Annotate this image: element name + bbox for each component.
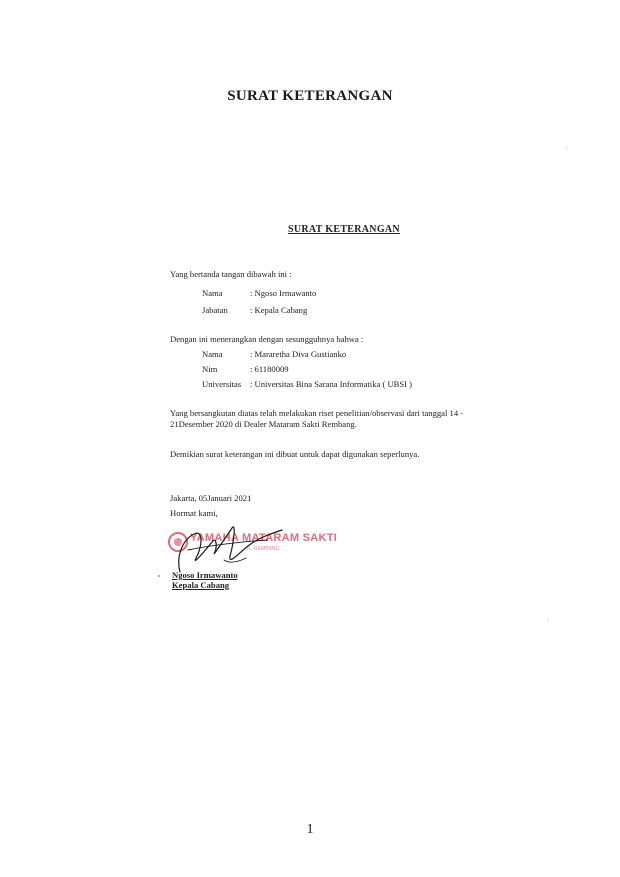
student-name-value: : Mararetha Diva Gustianko (250, 349, 347, 359)
student-nim-label: Nim (202, 364, 218, 374)
place-date: Jakarta, 05Januari 2021 (170, 493, 252, 503)
body-line-1: Yang bersangkutan diatas telah melakukan riset penelitian/observasi dari tanggal 14 - (170, 408, 464, 418)
page-number: 1 (306, 822, 314, 837)
signer-position-label: Jabatan (202, 305, 228, 315)
signer-name-label: Nama (202, 288, 223, 298)
student-university-label: Universitas (202, 379, 242, 389)
letter-heading: SURAT KETERANGAN (288, 224, 400, 235)
closing-text: Demikian surat keterangan ini dibuat untuk dapat digunakan seperlunya. (170, 449, 420, 459)
scan-speck (566, 148, 567, 149)
signer-name-value: : Ngoso Irmawanto (250, 288, 317, 298)
intro-text: Yang bertanda tangan dibawah ini : (170, 269, 292, 279)
student-name-label: Nama (202, 349, 223, 359)
body-line-2: 21Desember 2020 di Dealer Mataram Sakti Rembang. (170, 419, 357, 429)
salutation: Hormat kami, (170, 508, 218, 518)
stamp-subtext: JL. REMBANG (246, 546, 280, 552)
scan-speck (548, 620, 549, 621)
stamp-company-name: YAMAHA MATARAM SAKTI (190, 532, 338, 544)
signer-name: Ngoso Irmawanto (172, 570, 238, 580)
student-nim-value: : 61180009 (250, 364, 289, 374)
page-title: SURAT KETERANGAN (227, 88, 393, 104)
student-university-value: : Universitas Bina Sarana Informatika ( UBSI ) (250, 379, 413, 389)
statement-text: Dengan ini menerangkan dengan sesungguhnya bahwa : (170, 334, 364, 344)
signer-role: Kepala Cabang (172, 580, 230, 590)
scan-speck (158, 575, 160, 577)
signer-position-value: : Kepala Cabang (250, 305, 308, 315)
